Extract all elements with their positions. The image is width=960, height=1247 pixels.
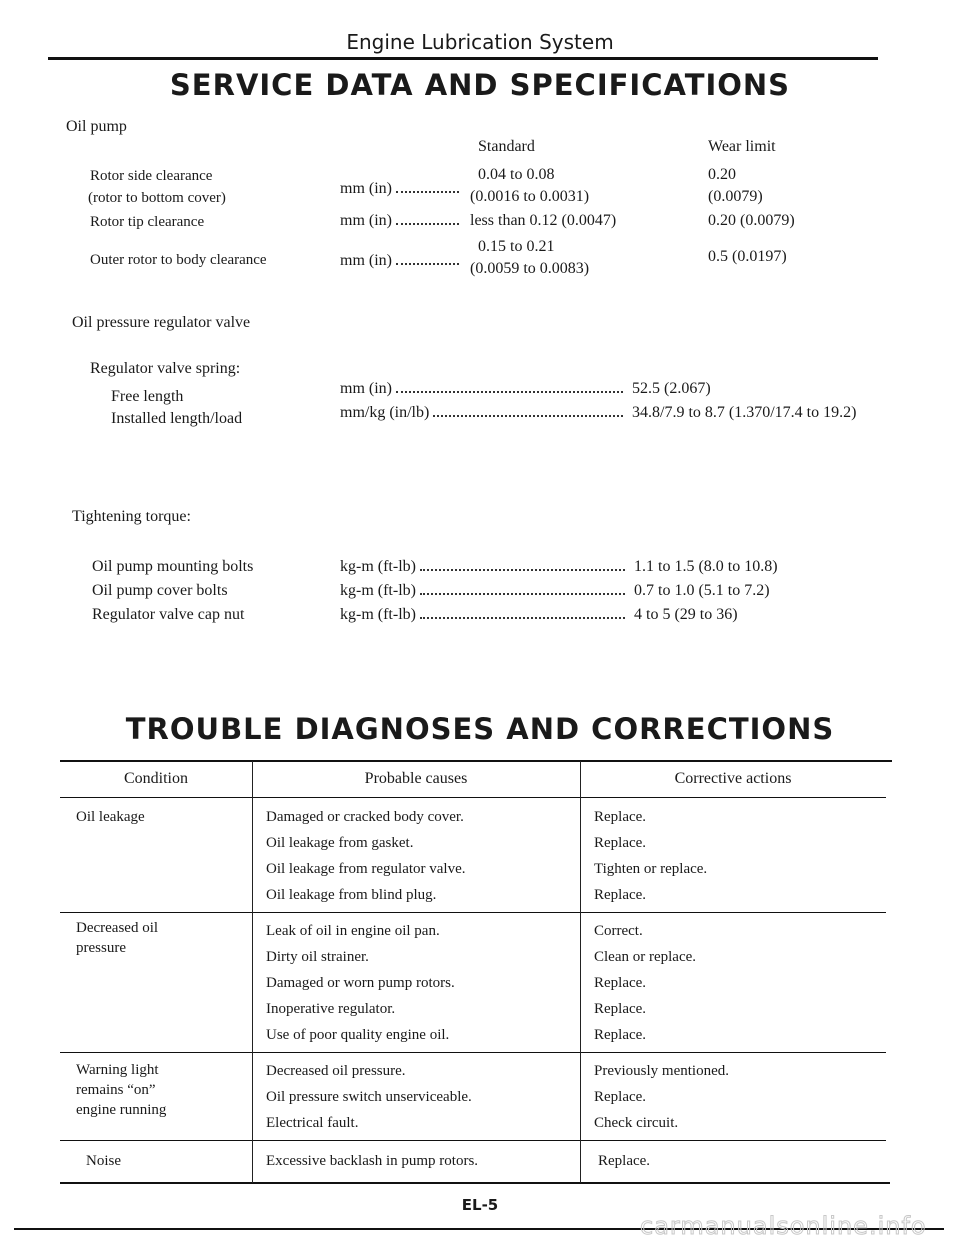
- wear-limit-value: 0.20: [708, 166, 736, 183]
- condition-text: pressure: [76, 940, 126, 956]
- table-row-rule: [60, 912, 886, 913]
- cause-text: Oil leakage from regulator valve.: [266, 861, 466, 877]
- spec-unit: [340, 606, 628, 624]
- table-header-actions: Corrective actions: [674, 770, 792, 787]
- spec-unit: [340, 212, 462, 230]
- spec-value: 34.8/7.9 to 8.7 (1.370/17.4 to 19.2): [632, 404, 857, 421]
- dot-leader: [420, 593, 625, 595]
- cause-text: Oil leakage from gasket.: [266, 835, 414, 851]
- cause-text: Oil leakage from blind plug.: [266, 887, 437, 903]
- cause-text: Damaged or cracked body cover.: [266, 809, 464, 825]
- unit-text: mm/kg (in/lb): [340, 404, 430, 421]
- standard-column-header: Standard: [478, 138, 535, 155]
- dot-leader: [396, 191, 459, 193]
- table-row: [594, 1058, 729, 1136]
- unit-text: kg-m (ft-lb): [340, 582, 416, 599]
- condition-text: Decreased oil: [76, 920, 159, 936]
- dot-leader: [396, 391, 623, 393]
- condition-text: engine running: [76, 1102, 167, 1118]
- unit-text: mm (in): [340, 212, 392, 229]
- dot-leader: [433, 415, 623, 417]
- action-text: Replace.: [594, 1001, 647, 1017]
- spec-value: 0.7 to 1.0 (5.1 to 7.2): [634, 582, 770, 599]
- condition-text: remains “on”: [76, 1082, 156, 1098]
- spec-item: (rotor to bottom cover): [88, 190, 226, 206]
- table-header-condition: Condition: [123, 770, 188, 787]
- table-header-rule: [60, 797, 886, 798]
- header-rule: [48, 57, 878, 60]
- dot-leader: [420, 617, 625, 619]
- action-text: Replace.: [594, 809, 647, 825]
- spec-value: 1.1 to 1.5 (8.0 to 10.8): [634, 558, 778, 575]
- regulator-label: Oil pressure regulator valve: [72, 314, 251, 331]
- action-text: Clean or replace.: [594, 949, 697, 965]
- oil-pump-label: Oil pump: [66, 118, 127, 135]
- table-row: [76, 1060, 166, 1120]
- spec-unit: [340, 404, 626, 422]
- table-bottom-rule: [60, 1182, 890, 1184]
- table-row: [266, 804, 466, 908]
- table-top-rule: [60, 760, 892, 762]
- action-text: Previously mentioned.: [594, 1063, 729, 1079]
- action-text: Replace.: [594, 887, 647, 903]
- table-row: [86, 1148, 121, 1174]
- cause-text: Electrical fault.: [266, 1115, 359, 1131]
- table-row-rule: [60, 1052, 886, 1053]
- spec-item: Outer rotor to body clearance: [90, 252, 267, 268]
- spec-item: Rotor tip clearance: [90, 214, 205, 230]
- torque-label: Tightening torque:: [72, 508, 191, 525]
- table-row: [266, 1148, 478, 1174]
- action-text: Replace.: [594, 1089, 647, 1105]
- dot-leader: [420, 569, 625, 571]
- dot-leader: [396, 223, 459, 225]
- unit-text: mm (in): [340, 380, 392, 397]
- cause-text: Oil pressure switch unserviceable.: [266, 1089, 472, 1105]
- cause-text: Damaged or worn pump rotors.: [266, 975, 455, 991]
- table-column-divider: [252, 761, 253, 1183]
- page-header: Engine Lubrication System: [346, 30, 614, 54]
- condition-text: Oil leakage: [76, 809, 145, 825]
- action-text: Replace.: [594, 1027, 647, 1043]
- spec-unit: [340, 380, 626, 398]
- table-row: [266, 1058, 472, 1136]
- wear-limit-value: 0.5 (0.0197): [708, 248, 787, 265]
- spec-unit: [340, 252, 462, 270]
- standard-value: 0.04 to 0.08: [478, 166, 555, 183]
- table-row: [594, 804, 707, 908]
- table-row: [598, 1148, 650, 1174]
- spec-item: Rotor side clearance: [90, 168, 213, 184]
- spec-item: Installed length/load: [111, 410, 243, 427]
- spec-value: 4 to 5 (29 to 36): [634, 606, 738, 623]
- table-row: [266, 918, 455, 1048]
- dot-leader: [396, 263, 459, 265]
- cause-text: Dirty oil strainer.: [266, 949, 369, 965]
- wear-limit-value: 0.20 (0.0079): [708, 212, 795, 229]
- table-header-causes: Probable causes: [364, 770, 468, 787]
- spec-item: Oil pump cover bolts: [92, 582, 228, 599]
- cause-text: Decreased oil pressure.: [266, 1063, 406, 1079]
- spec-unit: [340, 558, 628, 576]
- action-text: Replace.: [594, 975, 647, 991]
- spec-unit: [340, 180, 462, 198]
- watermark: carmanualsonline.info: [640, 1212, 927, 1240]
- action-text: Replace.: [594, 835, 647, 851]
- action-text: Correct.: [594, 923, 643, 939]
- service-section-title: SERVICE DATA AND SPECIFICATIONS: [169, 68, 791, 102]
- action-text: Check circuit.: [594, 1115, 679, 1131]
- unit-text: kg-m (ft-lb): [340, 606, 416, 623]
- cause-text: Excessive backlash in pump rotors.: [266, 1153, 479, 1169]
- standard-value: (0.0016 to 0.0031): [470, 188, 590, 205]
- cause-text: Leak of oil in engine oil pan.: [266, 923, 440, 939]
- unit-text: mm (in): [340, 180, 392, 197]
- table-row: [76, 804, 145, 830]
- cause-text: Use of poor quality engine oil.: [266, 1027, 450, 1043]
- action-text: Tighten or replace.: [594, 861, 708, 877]
- spec-value: 52.5 (2.067): [632, 380, 711, 397]
- standard-value: 0.15 to 0.21: [478, 238, 555, 255]
- spec-item: Oil pump mounting bolts: [92, 558, 254, 575]
- spec-item: Free length: [111, 388, 184, 405]
- unit-text: mm (in): [340, 252, 392, 269]
- standard-value: less than 0.12 (0.0047): [470, 212, 617, 229]
- table-row: [76, 918, 158, 958]
- condition-text: Warning light: [76, 1062, 159, 1078]
- wear-limit-column-header: Wear limit: [708, 138, 776, 155]
- unit-text: kg-m (ft-lb): [340, 558, 416, 575]
- page-number: EL-5: [461, 1196, 499, 1214]
- table-row: [594, 918, 696, 1048]
- condition-text: Noise: [86, 1153, 121, 1169]
- spring-label: Regulator valve spring:: [90, 360, 241, 377]
- action-text: Replace.: [598, 1153, 651, 1169]
- spec-unit: [340, 582, 628, 600]
- wear-limit-value: (0.0079): [708, 188, 763, 205]
- table-row-rule: [60, 1140, 886, 1141]
- table-column-divider: [580, 761, 581, 1183]
- standard-value: (0.0059 to 0.0083): [470, 260, 590, 277]
- cause-text: Inoperative regulator.: [266, 1001, 396, 1017]
- spec-item: Regulator valve cap nut: [92, 606, 245, 623]
- trouble-section-title: TROUBLE DIAGNOSES AND CORRECTIONS: [125, 712, 835, 746]
